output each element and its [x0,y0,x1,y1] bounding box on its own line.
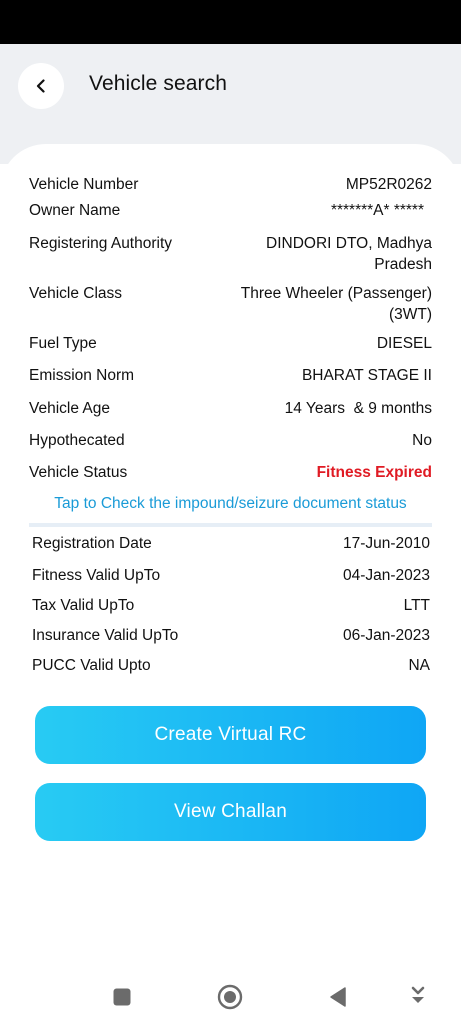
impound-status-link[interactable]: Tap to Check the impound/seizure document status [54,495,407,512]
detail-label: Vehicle Class [29,285,123,302]
back-button[interactable] [18,63,64,109]
detail-value: DIESEL [376,335,432,352]
detail-value: Three Wheeler (Passenger) (3WT) [240,285,432,323]
validity-value: 17-Jun-2010 [342,535,430,552]
detail-value: No [412,432,432,449]
detail-value: *******A* ***** [330,202,424,219]
validity-label: Tax Valid UpTo [32,597,135,614]
page-title: Vehicle search [89,72,227,95]
detail-value: DINDORI DTO, Madhya Pradesh [266,235,432,273]
validity-label: Fitness Valid UpTo [32,567,161,584]
detail-label: Emission Norm [29,367,135,384]
detail-value: BHARAT STAGE II [301,367,432,384]
validity-value: NA [408,657,430,674]
create-virtual-rc-button[interactable]: Create Virtual RC [35,706,426,764]
detail-label: Hypothecated [29,432,125,449]
validity-label: PUCC Valid Upto [32,657,151,674]
home-circle-icon[interactable] [217,984,243,1010]
download-arrow-icon[interactable] [409,985,427,1009]
status-badge: Fitness Expired [316,464,432,481]
validity-label: Registration Date [32,535,152,552]
triangle-back-icon[interactable] [328,986,348,1008]
detail-label: Fuel Type [29,335,97,352]
detail-value: MP52R0262 [345,176,432,193]
navigation-bar [0,966,461,1024]
validity-value: 06-Jan-2023 [342,627,430,644]
detail-label: Owner Name [29,202,121,219]
validity-value: 04-Jan-2023 [342,567,430,584]
square-icon[interactable] [112,987,132,1007]
status-bar [0,0,461,44]
detail-label: Vehicle Age [29,400,111,417]
detail-label: Vehicle Status [29,464,128,481]
detail-value: 14 Years & 9 months [284,400,432,417]
view-challan-button[interactable]: View Challan [35,783,426,841]
detail-label: Vehicle Number [29,176,139,193]
validity-value: LTT [403,597,430,614]
back-chevron-icon [34,79,48,93]
section-divider [29,523,432,527]
validity-label: Insurance Valid UpTo [32,627,179,644]
detail-label: Registering Authority [29,235,173,252]
